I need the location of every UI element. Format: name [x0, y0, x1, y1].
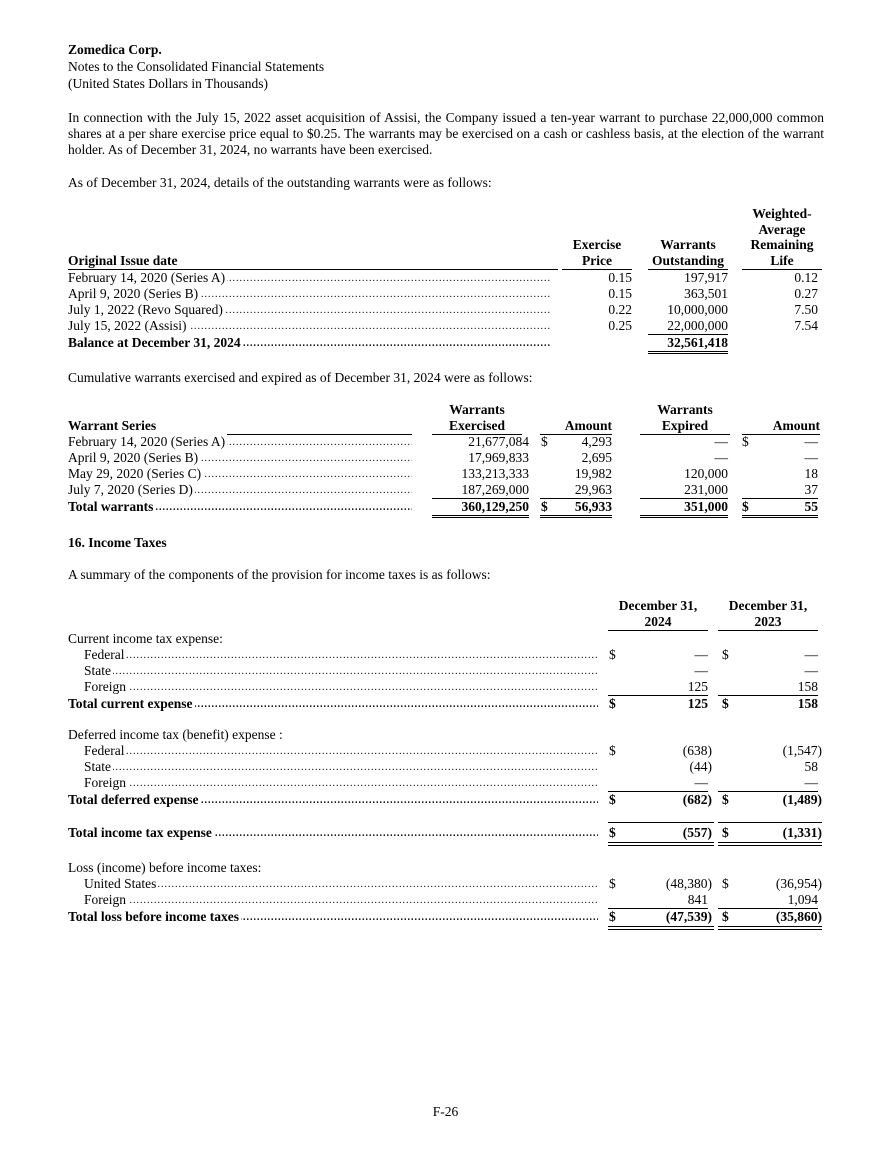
cell-exercised: 17,969,833 [468, 450, 529, 465]
cell-currency: $ [722, 825, 729, 840]
table-row: April 9, 2020 (Series B) ..... [68, 286, 550, 302]
cell-currency: $ [609, 647, 616, 662]
col-header-life-2: Average [758, 222, 806, 237]
header-subtitle: Notes to the Consolidated Financial Statements [68, 59, 325, 74]
col-header-life-4: Life [742, 253, 822, 270]
col-header-outstanding-1: Warrants [660, 237, 716, 252]
cell-expired: — [714, 450, 728, 465]
table-row: Foreign ..... [84, 679, 598, 695]
table-row: April 9, 2020 (Series B) ..... [68, 450, 412, 466]
cell-currency: $ [609, 909, 616, 924]
cell-2024: — [694, 663, 708, 678]
col-header-expired-2: Expired [640, 418, 730, 435]
cell-currency: $ [541, 434, 548, 449]
cell-exercised: 21,677,084 [468, 434, 529, 449]
table-row: July 7, 2020 (Series D) ..... [68, 482, 412, 498]
cell-2024: 841 [608, 892, 708, 909]
cell-2023: (36,954) [775, 876, 822, 891]
cell-2024: 125 [608, 679, 708, 696]
exercised-intro: Cumulative warrants exercised and expired as of December 31, 2024 were as follows: [68, 370, 533, 385]
col-header-exercised-1: Warrants [449, 402, 505, 417]
table-total-row: Total current expense ..... [68, 696, 598, 712]
cell-amount-total: 55 [742, 499, 818, 518]
cell-2024: (48,380) [665, 876, 712, 891]
cell-exercised-total: 360,129,250 [432, 499, 529, 518]
table-row: Federal ..... [84, 647, 598, 663]
cell-2024-total: 125 [687, 696, 708, 711]
intro-paragraph: In connection with the July 15, 2022 asset acquisition of Assisi, the Company issued a ten-year warrant to purchase 22,000,000 common shares at a per share exercise price equal to $0.25. The warrants may be exercised on a cash or cashless basis, at the election of the warrant holder. As of December 31, 2024, no warrants have been exercised. [68, 110, 824, 157]
cell-currency: $ [609, 792, 616, 807]
cell-expired: 231,000 [640, 482, 728, 499]
col-header-issue-date: Original Issue date [68, 253, 558, 270]
cell-exercised: 187,269,000 [432, 482, 529, 499]
cell-2023: 58 [804, 759, 818, 774]
table-total-row: Total deferred expense ..... [68, 792, 598, 808]
cell-2023: (1,547) [782, 743, 822, 758]
cell-amount: 2,695 [581, 450, 612, 465]
cell-2023: 1,094 [718, 892, 818, 909]
table-row: Foreign ..... [84, 892, 598, 908]
cell-currency: $ [722, 792, 729, 807]
table-row: July 15, 2022 (Assisi) ..... [68, 318, 550, 334]
cell-currency: $ [722, 647, 729, 662]
cell-2024: (638) [682, 743, 712, 758]
loss-heading: Loss (income) before income taxes: [68, 860, 262, 875]
cell-currency: $ [742, 434, 749, 449]
cell-amount: — [804, 450, 818, 465]
cell-outstanding-total: 32,561,418 [648, 335, 728, 354]
cell-life: 7.54 [794, 318, 818, 333]
current-heading: Current income tax expense: [68, 631, 223, 646]
col-header-series: Warrant Series [68, 418, 412, 435]
table-row: State ..... [84, 663, 598, 679]
col-header-2024-2: 2024 [608, 614, 708, 631]
cell-2023: 158 [718, 679, 818, 696]
cell-price: 0.25 [608, 318, 632, 333]
cell-2023: — [718, 775, 818, 792]
cell-currency: $ [742, 499, 749, 514]
cell-life: 0.27 [794, 286, 818, 301]
table-total-row: Total loss before income taxes ..... [68, 909, 598, 925]
col-header-life-3: Remaining [750, 237, 814, 252]
cell-expired: 120,000 [684, 466, 728, 481]
cell-amount: 19,982 [574, 466, 612, 481]
cell-2024-grand-total: (557) [682, 825, 712, 840]
table-row: State ..... [84, 759, 598, 775]
cell-2024: — [608, 775, 708, 792]
table-total-row: Total warrants ..... [68, 499, 412, 515]
cell-2023: — [804, 647, 818, 662]
cell-currency: $ [609, 696, 616, 711]
col-header-exercised-2: Exercised [432, 418, 522, 435]
table-grand-total-row: Total income tax expense ..... [68, 825, 598, 841]
cell-2023-grand-total: (1,331) [782, 825, 822, 840]
cell-amount: 18 [804, 466, 818, 481]
col-header-outstanding-2: Outstanding [648, 253, 728, 270]
cell-2024: (44) [689, 759, 712, 774]
cell-2023-total: (35,860) [775, 909, 822, 924]
cell-amount: 29,963 [540, 482, 612, 499]
cell-2023-total: 158 [797, 696, 818, 711]
header-units: (United States Dollars in Thousands) [68, 76, 268, 91]
table-total-row: Balance at December 31, 2024 ..... [68, 335, 550, 351]
cell-currency: $ [609, 876, 616, 891]
table-row: July 1, 2022 (Revo Squared) ..... [68, 302, 550, 318]
col-header-2023-1: December 31, [728, 598, 808, 613]
cell-2024-total: (47,539) [665, 909, 712, 924]
cell-price: 0.15 [608, 270, 632, 285]
cell-amount: — [804, 434, 818, 449]
col-header-price-1: Exercise [572, 237, 622, 252]
table-row: Foreign ..... [84, 775, 598, 791]
cell-expired-total: 351,000 [640, 499, 728, 518]
cell-price: 0.15 [608, 286, 632, 301]
cell-life: 7.50 [794, 302, 818, 317]
table-row: Federal ..... [84, 743, 598, 759]
section-title: 16. Income Taxes [68, 535, 167, 550]
cell-outstanding: 22,000,000 [648, 318, 728, 335]
table-row: February 14, 2020 (Series A) ..... [68, 270, 550, 286]
col-header-2023-2: 2023 [718, 614, 818, 631]
cell-2024: — [694, 647, 708, 662]
cell-price: 0.22 [608, 302, 632, 317]
cell-currency: $ [722, 909, 729, 924]
cell-currency: $ [541, 499, 548, 514]
cell-expired: — [714, 434, 728, 449]
cell-amount-total: 56,933 [540, 499, 612, 518]
col-header-life-1: Weighted- [752, 206, 812, 221]
cell-outstanding: 363,501 [684, 286, 728, 301]
cell-2023: — [804, 663, 818, 678]
section-intro: A summary of the components of the provision for income taxes is as follows: [68, 567, 491, 582]
cell-currency: $ [722, 696, 729, 711]
cell-currency: $ [609, 743, 616, 758]
table-row: United States ..... [84, 876, 598, 892]
cell-life: 0.12 [794, 270, 818, 285]
cell-outstanding: 10,000,000 [667, 302, 728, 317]
table-row: February 14, 2020 (Series A) ..... [68, 434, 412, 450]
deferred-heading: Deferred income tax (benefit) expense : [68, 727, 283, 742]
cell-currency: $ [609, 825, 616, 840]
cell-2024-total: (682) [682, 792, 712, 807]
col-header-amount-2: Amount [742, 418, 820, 435]
page-number: F-26 [432, 1104, 459, 1119]
col-header-2024-1: December 31, [618, 598, 698, 613]
table-row: May 29, 2020 (Series C) ..... [68, 466, 412, 482]
cell-outstanding: 197,917 [684, 270, 728, 285]
company-name: Zomedica Corp. [68, 42, 162, 57]
col-header-amount-1: Amount [540, 418, 612, 435]
cell-exercised: 133,213,333 [461, 466, 529, 481]
cell-amount: 4,293 [581, 434, 612, 449]
col-header-expired-1: Warrants [657, 402, 713, 417]
cell-2023-total: (1,489) [782, 792, 822, 807]
col-header-price-2: Price [562, 253, 632, 270]
outstanding-intro: As of December 31, 2024, details of the outstanding warrants were as follows: [68, 175, 492, 190]
cell-amount: 37 [742, 482, 818, 499]
cell-currency: $ [722, 876, 729, 891]
